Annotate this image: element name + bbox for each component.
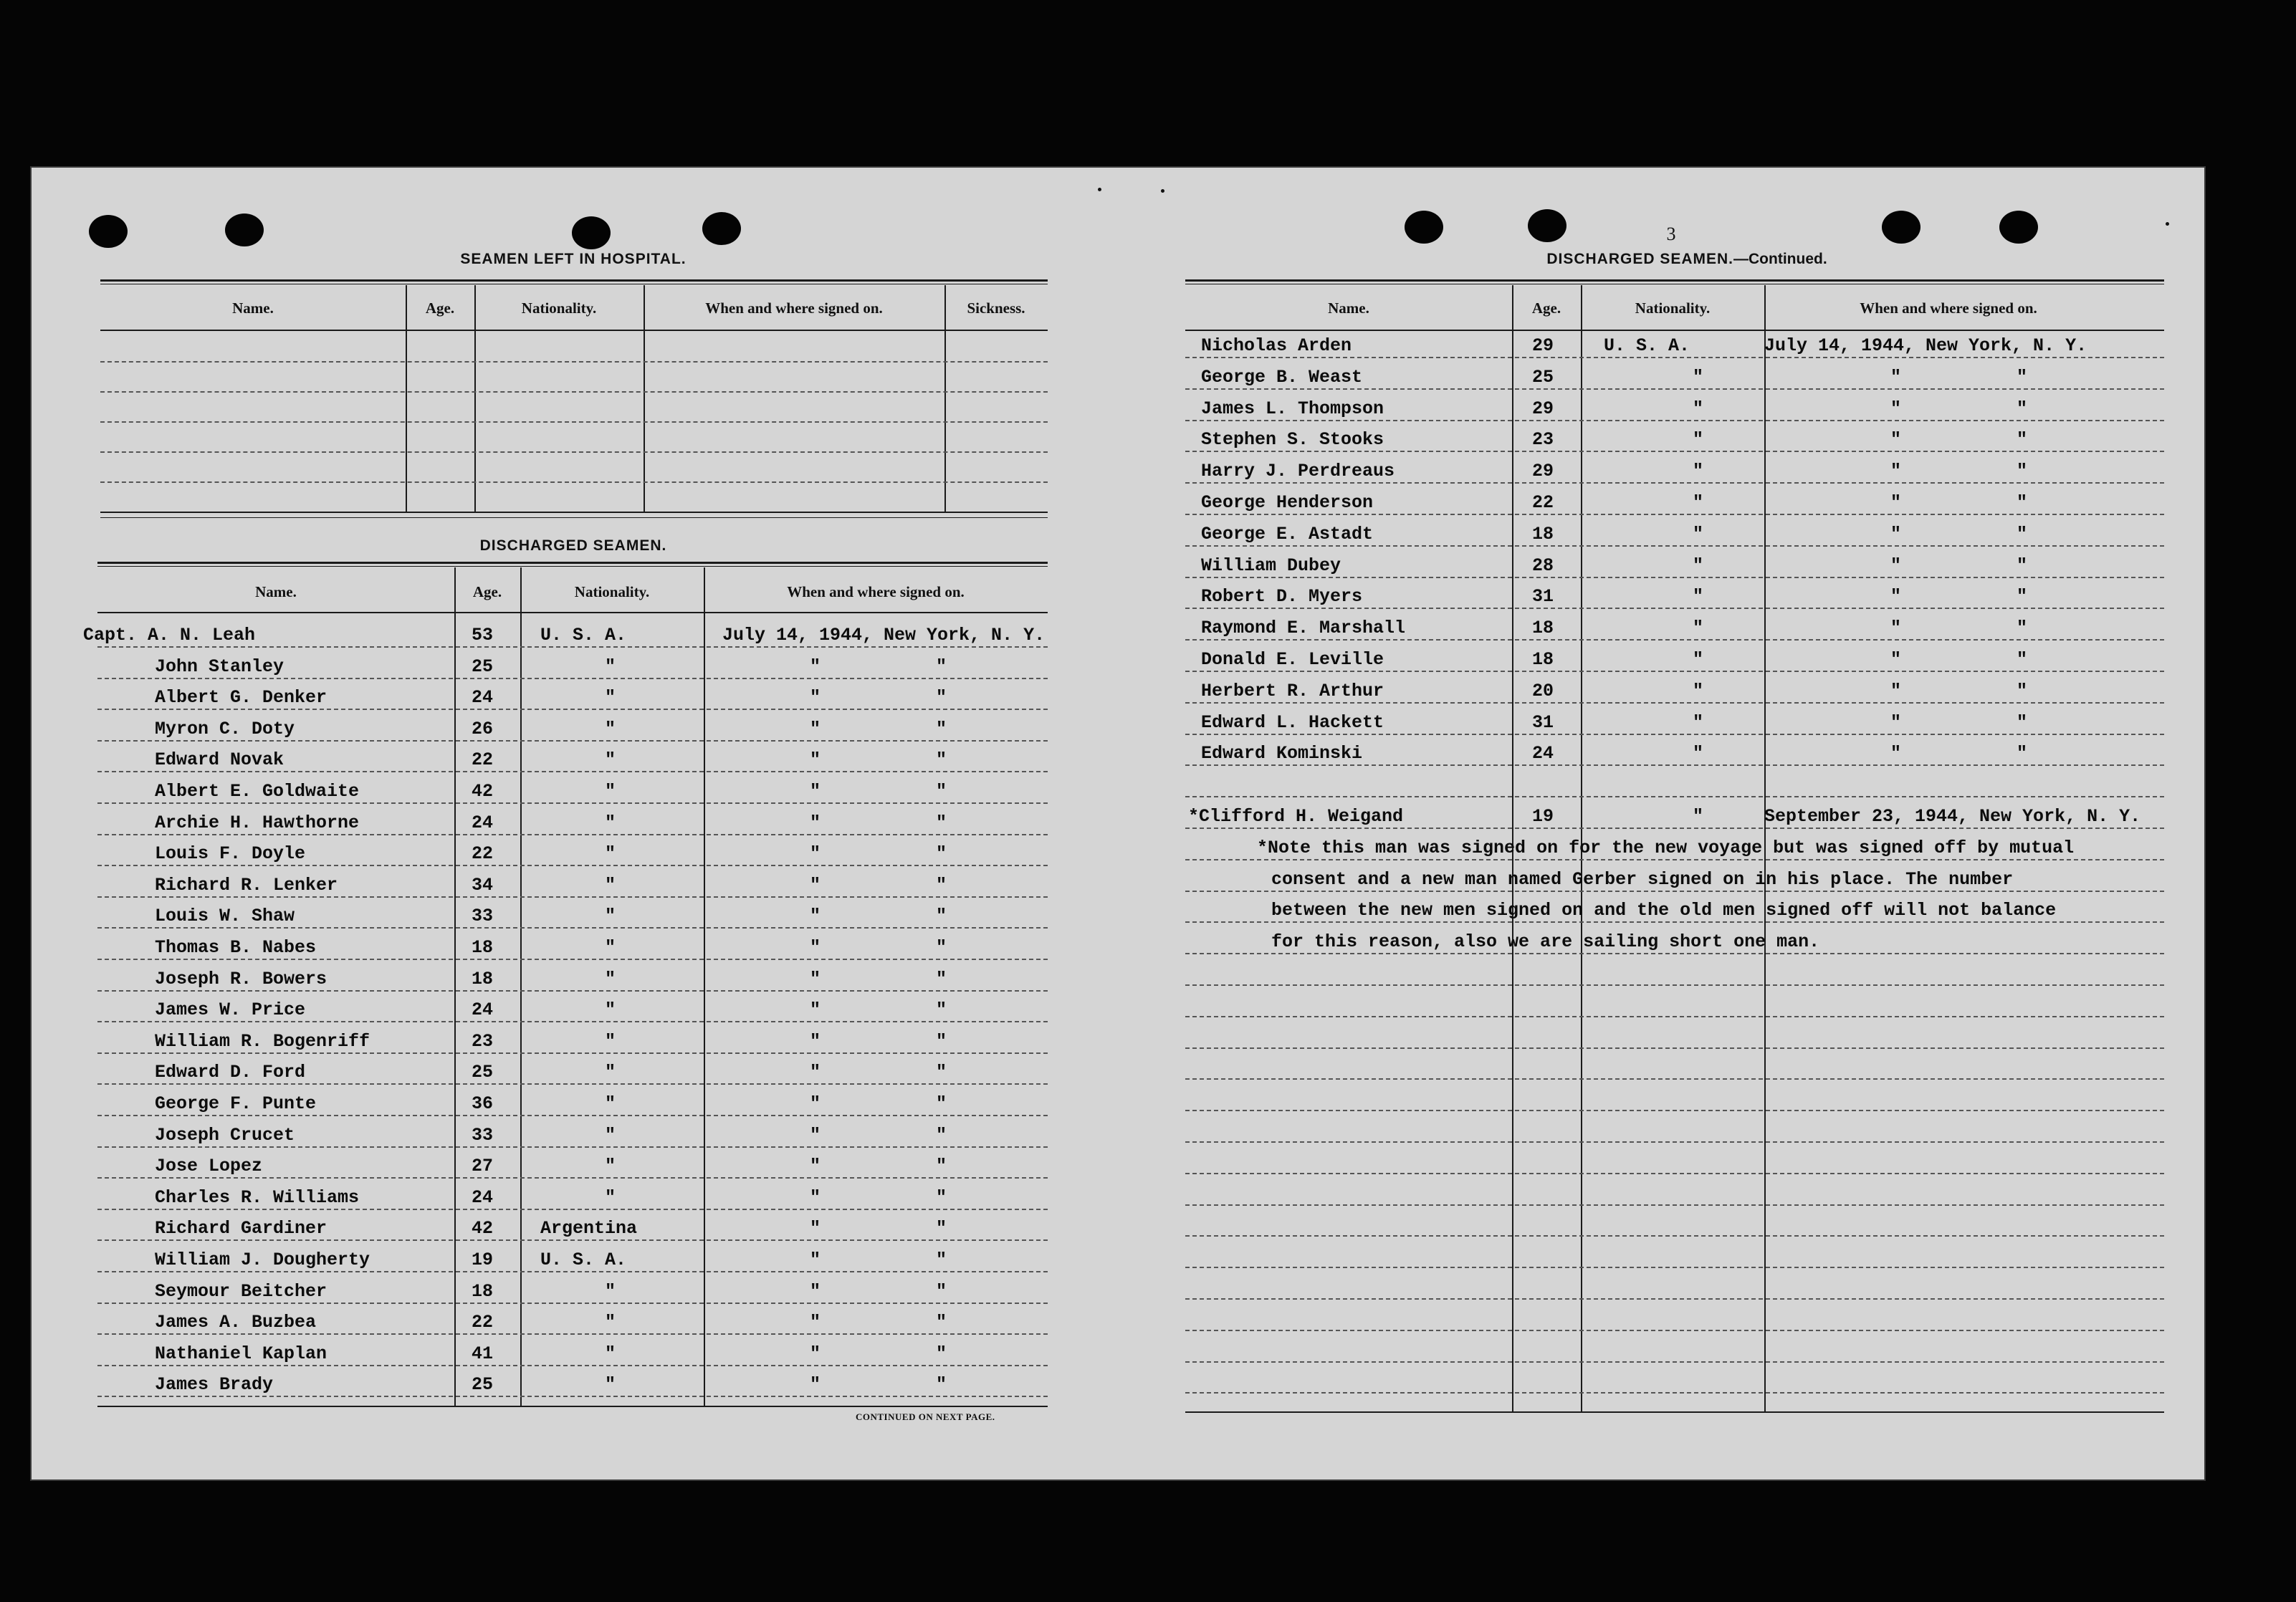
left-row-name: James Brady bbox=[155, 1374, 274, 1395]
left-row-date: " bbox=[810, 1156, 821, 1176]
left-row-nationality: U. S. A. bbox=[540, 1250, 627, 1270]
left-row-place: " bbox=[936, 843, 947, 864]
right-row-nationality: " bbox=[1693, 806, 1704, 827]
left-row-date: " bbox=[810, 1031, 821, 1052]
left-row-age: 26 bbox=[472, 719, 494, 739]
hospital-col-signed-on: When and where signed on. bbox=[705, 299, 883, 317]
right-row-nationality: " bbox=[1693, 461, 1704, 481]
left-row-date: " bbox=[810, 1343, 821, 1364]
left-row-age: 18 bbox=[472, 969, 494, 989]
right-row-name: George Henderson bbox=[1201, 492, 1374, 513]
punch-hole bbox=[1405, 211, 1443, 244]
right-row-date: " bbox=[1890, 492, 1902, 513]
left-row-age: 22 bbox=[472, 1312, 494, 1333]
right-col-signed-on: When and where signed on. bbox=[1860, 299, 2037, 317]
left-row-age: 53 bbox=[472, 625, 494, 646]
left-row-age: 24 bbox=[472, 687, 494, 708]
right-row-name: Stephen S. Stooks bbox=[1201, 429, 1384, 450]
left-row-date: " bbox=[810, 1281, 821, 1302]
left-row-name: Charles R. Williams bbox=[155, 1187, 360, 1208]
left-row-name: Myron C. Doty bbox=[155, 719, 295, 739]
left-col-nationality: Nationality. bbox=[574, 583, 650, 600]
right-row-date: " bbox=[1890, 712, 1902, 733]
left-row-name: William J. Dougherty bbox=[155, 1250, 370, 1270]
right-row-place: " bbox=[2017, 649, 2028, 670]
right-row-age: 18 bbox=[1532, 524, 1554, 545]
left-row-age: 24 bbox=[472, 1187, 494, 1208]
left-row-name: James A. Buzbea bbox=[155, 1312, 317, 1333]
note-line: between the new men signed on and the old men signed off will not balance bbox=[1271, 900, 2057, 921]
left-row-age: 25 bbox=[472, 1062, 494, 1083]
right-row-place: " bbox=[2017, 367, 2028, 388]
left-row-nationality: " bbox=[605, 1031, 616, 1052]
discharged-left-title: DISCHARGED SEAMEN. bbox=[479, 537, 667, 554]
right-row-nationality: " bbox=[1693, 492, 1704, 513]
left-row-nationality: " bbox=[605, 781, 616, 802]
hospital-col-nationality: Nationality. bbox=[521, 299, 597, 317]
right-row-date: " bbox=[1890, 461, 1902, 481]
left-row-nationality: " bbox=[605, 1343, 616, 1364]
left-row-place: " bbox=[936, 1281, 947, 1302]
right-row-nationality: " bbox=[1693, 743, 1704, 764]
left-row-place: " bbox=[936, 749, 947, 770]
right-row-place: " bbox=[2017, 586, 2028, 607]
left-row-place: " bbox=[936, 906, 947, 926]
left-row-name: Albert E. Goldwaite bbox=[155, 781, 360, 802]
right-row-date: " bbox=[1890, 618, 1902, 638]
right-row-place: " bbox=[2017, 743, 2028, 764]
ink-speck bbox=[2166, 222, 2169, 226]
left-row-place: " bbox=[936, 812, 947, 833]
page-number: 3 bbox=[1666, 224, 1676, 244]
left-row-name: William R. Bogenriff bbox=[155, 1031, 370, 1052]
left-row-place: " bbox=[936, 1125, 947, 1146]
discharged-right-table bbox=[1185, 279, 2164, 1419]
right-row-nationality: " bbox=[1693, 429, 1704, 450]
right-row-age: 19 bbox=[1532, 806, 1554, 827]
right-row-age: 18 bbox=[1532, 649, 1554, 670]
right-row-age: 31 bbox=[1532, 712, 1554, 733]
right-row-age: 29 bbox=[1532, 461, 1554, 481]
left-row-nationality: " bbox=[605, 812, 616, 833]
left-row-place: " bbox=[936, 875, 947, 896]
left-row-name: James W. Price bbox=[155, 999, 306, 1020]
left-row-place: " bbox=[936, 1156, 947, 1176]
left-row-place: " bbox=[936, 937, 947, 958]
right-row-place: " bbox=[2017, 524, 2028, 545]
punch-hole bbox=[1999, 211, 2038, 244]
right-row-place: " bbox=[2017, 681, 2028, 701]
left-row-date: " bbox=[810, 656, 821, 677]
left-row-age: 27 bbox=[472, 1156, 494, 1176]
left-row-nationality: " bbox=[605, 875, 616, 896]
left-row-age: 41 bbox=[472, 1343, 494, 1364]
right-row-age: 25 bbox=[1532, 367, 1554, 388]
left-row-age: 25 bbox=[472, 1374, 494, 1395]
hospital-table bbox=[100, 279, 1048, 523]
left-row-age: 18 bbox=[472, 1281, 494, 1302]
left-row-date: " bbox=[810, 1250, 821, 1270]
right-row-date: " bbox=[1890, 367, 1902, 388]
right-row-name: Nicholas Arden bbox=[1201, 335, 1352, 356]
left-row-place: " bbox=[936, 1250, 947, 1270]
left-row-date: " bbox=[810, 1312, 821, 1333]
continued-note: CONTINUED ON NEXT PAGE. bbox=[856, 1411, 995, 1422]
right-row-nationality: " bbox=[1693, 555, 1704, 576]
right-row-nationality: " bbox=[1693, 586, 1704, 607]
right-col-age: Age. bbox=[1531, 299, 1561, 317]
left-row-nationality: " bbox=[605, 1187, 616, 1208]
ledger-paper bbox=[30, 166, 2206, 1481]
right-row-place: " bbox=[2017, 398, 2028, 419]
left-row-date: " bbox=[810, 1093, 821, 1114]
right-row-place: " bbox=[2017, 712, 2028, 733]
left-row-name: Richard R. Lenker bbox=[155, 875, 338, 896]
right-row-date: " bbox=[1890, 398, 1902, 419]
right-row-name: Raymond E. Marshall bbox=[1201, 618, 1406, 638]
left-row-place: " bbox=[936, 1062, 947, 1083]
ink-speck bbox=[1098, 188, 1101, 191]
left-row-nationality: " bbox=[605, 1062, 616, 1083]
left-row-nationality: " bbox=[605, 843, 616, 864]
discharged-right-title bbox=[1185, 251, 2189, 268]
discharged-left-table bbox=[83, 562, 1048, 1421]
punch-hole bbox=[89, 215, 128, 248]
left-row-nationality: " bbox=[605, 719, 616, 739]
right-row-nationality: " bbox=[1693, 367, 1704, 388]
left-row-date: " bbox=[810, 999, 821, 1020]
right-row-name: Robert D. Myers bbox=[1201, 586, 1363, 607]
left-row-nationality: " bbox=[605, 1281, 616, 1302]
right-row-age: 20 bbox=[1532, 681, 1554, 701]
right-row-age: 29 bbox=[1532, 398, 1554, 419]
right-row-name: Harry J. Perdreaus bbox=[1201, 461, 1395, 481]
right-row-name: William Dubey bbox=[1201, 555, 1341, 576]
right-row-age: 23 bbox=[1532, 429, 1554, 450]
right-row-nationality: " bbox=[1693, 712, 1704, 733]
left-row-place: " bbox=[936, 1312, 947, 1333]
hospital-col-age: Age. bbox=[425, 299, 455, 317]
left-row-name: Edward Novak bbox=[155, 749, 284, 770]
left-row-place: " bbox=[936, 1343, 947, 1364]
note-line: consent and a new man named Gerber signed on in his place. The number bbox=[1271, 869, 2014, 890]
punch-hole bbox=[702, 212, 741, 245]
left-row-name: Richard Gardiner bbox=[155, 1218, 327, 1239]
left-row-name: Seymour Beitcher bbox=[155, 1281, 327, 1302]
left-row-age: 42 bbox=[472, 781, 494, 802]
left-row-date: " bbox=[810, 937, 821, 958]
right-row-nationality: " bbox=[1693, 681, 1704, 701]
left-row-name: Capt. A. N. Leah bbox=[83, 625, 256, 646]
left-row-date: " bbox=[810, 969, 821, 989]
left-row-date: " bbox=[810, 1125, 821, 1146]
punch-hole bbox=[225, 214, 264, 246]
punch-hole bbox=[1882, 211, 1920, 244]
hospital-title: SEAMEN LEFT IN HOSPITAL. bbox=[460, 251, 687, 267]
left-row-place: " bbox=[936, 1093, 947, 1114]
right-row-age: 31 bbox=[1532, 586, 1554, 607]
left-row-nationality: " bbox=[605, 1156, 616, 1176]
right-row-nationality: " bbox=[1693, 524, 1704, 545]
right-row-name: James L. Thompson bbox=[1201, 398, 1384, 419]
right-row-place: " bbox=[2017, 555, 2028, 576]
right-row-age: 22 bbox=[1532, 492, 1554, 513]
right-row-date: " bbox=[1890, 649, 1902, 670]
right-row-nationality: U. S. A. bbox=[1604, 335, 1690, 356]
right-row-nationality: " bbox=[1693, 398, 1704, 419]
right-row-name: Edward Kominski bbox=[1201, 743, 1363, 764]
left-row-nationality: " bbox=[605, 1093, 616, 1114]
left-row-place: " bbox=[936, 687, 947, 708]
left-row-name: Albert G. Denker bbox=[155, 687, 327, 708]
left-row-date: " bbox=[810, 781, 821, 802]
left-row-nationality: " bbox=[605, 1125, 616, 1146]
right-row-place: " bbox=[2017, 618, 2028, 638]
left-row-age: 24 bbox=[472, 812, 494, 833]
left-row-date: " bbox=[810, 719, 821, 739]
right-row-age: 24 bbox=[1532, 743, 1554, 764]
left-row-name: John Stanley bbox=[155, 656, 284, 677]
left-row-date: " bbox=[810, 906, 821, 926]
left-row-place: " bbox=[936, 781, 947, 802]
left-row-place: " bbox=[936, 1374, 947, 1395]
right-row-place: " bbox=[2017, 492, 2028, 513]
punch-hole bbox=[1528, 209, 1566, 242]
right-row-name: Edward L. Hackett bbox=[1201, 712, 1384, 733]
left-col-signed-on: When and where signed on. bbox=[787, 583, 965, 600]
left-row-name: Joseph R. Bowers bbox=[155, 969, 327, 989]
left-row-place: " bbox=[936, 1031, 947, 1052]
right-row-date: " bbox=[1890, 429, 1902, 450]
left-row-age: 18 bbox=[472, 937, 494, 958]
right-row-nationality: " bbox=[1693, 618, 1704, 638]
right-row-name: *Clifford H. Weigand bbox=[1188, 806, 1404, 827]
left-row-nationality: " bbox=[605, 906, 616, 926]
left-row-date: " bbox=[810, 812, 821, 833]
right-row-date: " bbox=[1890, 555, 1902, 576]
right-row-date: " bbox=[1890, 524, 1902, 545]
left-row-date: July 14, 1944, New York, N. Y. bbox=[722, 625, 1046, 646]
discharged-right-title-suffix: —Continued. bbox=[1733, 251, 1827, 267]
right-row-name: Donald E. Leville bbox=[1201, 649, 1384, 670]
right-row-date: September 23, 1944, New York, N. Y. bbox=[1764, 806, 2141, 827]
left-row-nationality: U. S. A. bbox=[540, 625, 627, 646]
left-row-nationality: " bbox=[605, 969, 616, 989]
left-row-nationality: " bbox=[605, 999, 616, 1020]
right-row-age: 28 bbox=[1532, 555, 1554, 576]
left-row-age: 22 bbox=[472, 843, 494, 864]
left-row-date: " bbox=[810, 1374, 821, 1395]
left-row-place: " bbox=[936, 999, 947, 1020]
right-row-place: " bbox=[2017, 461, 2028, 481]
right-row-nationality: " bbox=[1693, 649, 1704, 670]
left-row-age: 42 bbox=[472, 1218, 494, 1239]
left-row-date: " bbox=[810, 843, 821, 864]
note-line: for this reason, also we are sailing short one man. bbox=[1271, 931, 1820, 952]
left-row-age: 36 bbox=[472, 1093, 494, 1114]
right-row-place: " bbox=[2017, 429, 2028, 450]
left-row-date: " bbox=[810, 1187, 821, 1208]
left-row-place: " bbox=[936, 969, 947, 989]
left-row-date: " bbox=[810, 749, 821, 770]
right-row-name: Herbert R. Arthur bbox=[1201, 681, 1384, 701]
right-row-age: 18 bbox=[1532, 618, 1554, 638]
right-row-date: July 14, 1944, New York, N. Y. bbox=[1764, 335, 2087, 356]
left-row-age: 24 bbox=[472, 999, 494, 1020]
punch-hole bbox=[572, 216, 611, 249]
left-row-date: " bbox=[810, 687, 821, 708]
left-row-nationality: " bbox=[605, 1312, 616, 1333]
left-row-age: 23 bbox=[472, 1031, 494, 1052]
right-col-nationality: Nationality. bbox=[1635, 299, 1711, 317]
left-row-name: Louis W. Shaw bbox=[155, 906, 295, 926]
left-row-nationality: " bbox=[605, 937, 616, 958]
right-row-name: George B. Weast bbox=[1201, 367, 1363, 388]
left-row-nationality: " bbox=[605, 656, 616, 677]
note-line: *Note this man was signed on for the new voyage but was signed off by mutual bbox=[1257, 838, 2075, 858]
left-row-place: " bbox=[936, 1187, 947, 1208]
left-row-name: Nathaniel Kaplan bbox=[155, 1343, 327, 1364]
right-row-name: George E. Astadt bbox=[1201, 524, 1374, 545]
right-row-date: " bbox=[1890, 586, 1902, 607]
left-row-nationality: " bbox=[605, 687, 616, 708]
left-row-nationality: Argentina bbox=[540, 1218, 638, 1239]
left-row-age: 33 bbox=[472, 1125, 494, 1146]
right-row-age: 29 bbox=[1532, 335, 1554, 356]
left-row-name: Jose Lopez bbox=[155, 1156, 263, 1176]
left-row-age: 34 bbox=[472, 875, 494, 896]
left-row-place: " bbox=[936, 719, 947, 739]
left-row-place: " bbox=[936, 656, 947, 677]
left-row-age: 25 bbox=[472, 656, 494, 677]
left-row-age: 33 bbox=[472, 906, 494, 926]
hospital-col-name: Name. bbox=[232, 299, 274, 317]
left-row-date: " bbox=[810, 875, 821, 896]
left-row-date: " bbox=[810, 1218, 821, 1239]
left-row-name: Archie H. Hawthorne bbox=[155, 812, 360, 833]
left-col-age: Age. bbox=[472, 583, 502, 600]
right-row-date: " bbox=[1890, 743, 1902, 764]
left-col-name: Name. bbox=[255, 583, 297, 600]
left-row-age: 22 bbox=[472, 749, 494, 770]
left-row-name: Joseph Crucet bbox=[155, 1125, 295, 1146]
left-row-name: Louis F. Doyle bbox=[155, 843, 306, 864]
left-row-nationality: " bbox=[605, 749, 616, 770]
right-row-date: " bbox=[1890, 681, 1902, 701]
left-row-nationality: " bbox=[605, 1374, 616, 1395]
left-row-name: Edward D. Ford bbox=[155, 1062, 306, 1083]
right-col-name: Name. bbox=[1328, 299, 1369, 317]
hospital-col-sickness: Sickness. bbox=[967, 299, 1025, 317]
left-row-age: 19 bbox=[472, 1250, 494, 1270]
discharged-right-title-main: DISCHARGED SEAMEN. bbox=[1546, 251, 1734, 267]
left-row-name: George F. Punte bbox=[155, 1093, 317, 1114]
left-row-date: " bbox=[810, 1062, 821, 1083]
left-row-place: " bbox=[936, 1218, 947, 1239]
ink-speck bbox=[1161, 189, 1164, 193]
left-row-name: Thomas B. Nabes bbox=[155, 937, 317, 958]
